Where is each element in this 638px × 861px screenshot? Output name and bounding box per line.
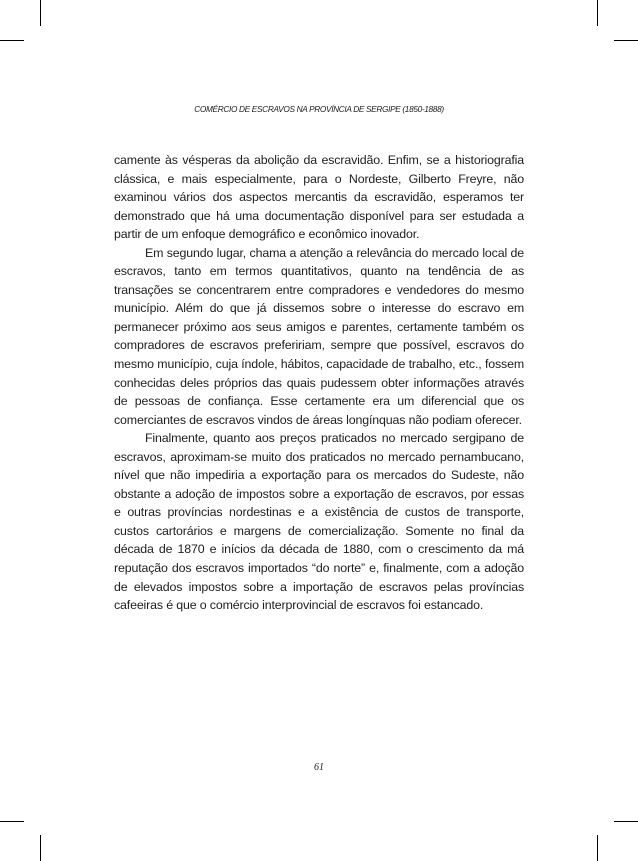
page-number: 61 xyxy=(314,762,324,773)
crop-mark xyxy=(40,0,41,26)
crop-mark xyxy=(0,40,24,41)
crop-mark xyxy=(0,821,24,822)
body-text xyxy=(114,151,524,615)
paragraph-3: Finalmente, quanto aos preços praticados no mercado sergipano de escravos, aproximam-se muito dos praticados no mercado pernambucano, nível que não impediria a exportação para os mercados do Sudeste, não obstante a adoção de impostos sobre a exportação de escravos, por essas e outras províncias nordestinas e a existência de custos de transporte, custos cartorários e margens de comercialização. Somente no final da década de 1870 e inícios da década de 1880, com o crescimento da má reputação dos escravos importados “do norte” e, finalmente, com a adoção de elevados impostos sobre a importação de escravos pelas províncias cafeeiras é que o comércio interprovincial de escravos foi estancado. xyxy=(114,431,524,613)
crop-mark xyxy=(597,0,598,26)
crop-mark xyxy=(40,835,41,861)
crop-mark xyxy=(614,40,638,41)
crop-mark xyxy=(614,821,638,822)
running-head: COMÉRCIO DE ESCRAVOS NA PROVÍNCIA DE SERGIPE (1850-1888) xyxy=(194,104,444,114)
paragraph-1: camente às vésperas da abolição da escravidão. Enfim, se a historiografia clássica, e mais especialmente, para o Nordeste, Gilberto Freyre, não examinou vários dos aspectos mercantis da escravidão, esperamos ter demonstrado que há uma documentação disponível para ser estudada a partir de um enfoque demográfico e econômico inovador. xyxy=(114,153,524,242)
paragraph-2: Em segundo lugar, chama a atenção a relevância do mercado local de escravos, tanto em termos quantitativos, quanto na tendência de as transações se concentrarem entre compradores e vendedores do mesmo município. Além do que já dissemos sobre o interesse do escravo em permanecer próximo aos seus amigos e parentes, certamente também os compradores de escravos prefeririam, sempre que possível, escravos do mesmo município, cuja índole, hábitos, capacidade de trabalho, etc., fossem conhecidas deles próprios das quais pudessem obter informações através de pessoas de confiança. Esse certamente era um diferencial que os comerciantes de escravos vindos de áreas longínquas não podiam oferecer. xyxy=(114,245,524,427)
crop-mark xyxy=(597,835,598,861)
